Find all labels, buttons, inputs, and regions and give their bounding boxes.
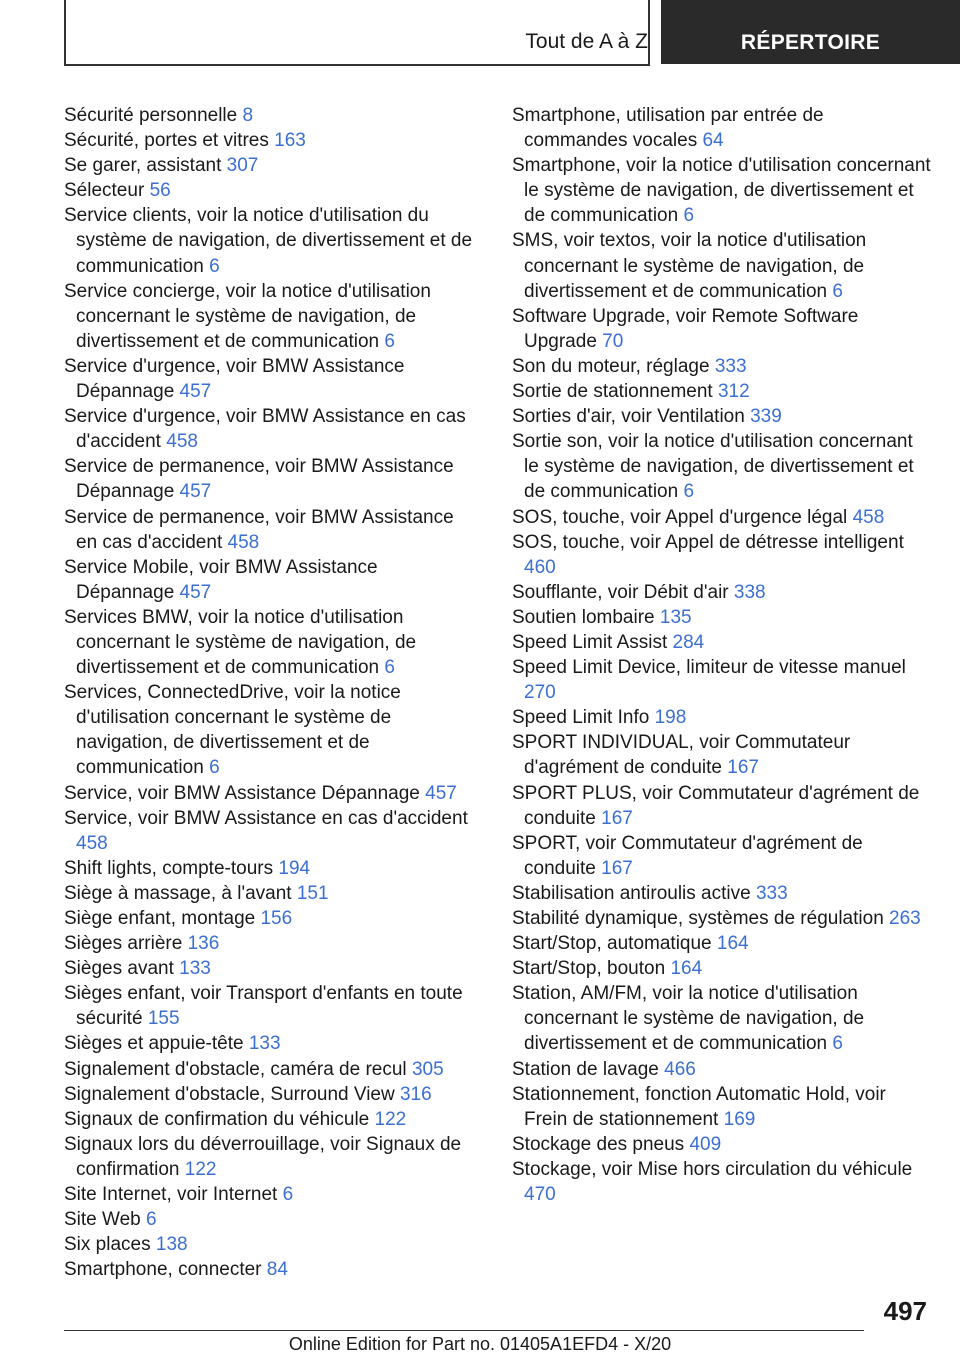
index-page-link[interactable]: 312 <box>717 381 750 403</box>
index-column-right <box>512 103 932 1207</box>
index-page-link[interactable]: 6 <box>832 1033 843 1055</box>
index-entry <box>64 203 480 278</box>
index-entry <box>512 1157 932 1207</box>
index-page-link[interactable]: 457 <box>179 381 212 403</box>
index-entry <box>512 605 932 630</box>
index-entry-text: Station de lavage <box>512 1058 659 1080</box>
index-entry <box>512 228 932 303</box>
index-entry <box>512 530 932 580</box>
index-entry-text: Shift lights, compte-tours <box>64 857 274 879</box>
index-page-link[interactable]: 64 <box>702 130 724 152</box>
index-entry <box>512 103 932 153</box>
index-entry <box>64 856 480 881</box>
index-page-link[interactable]: 457 <box>425 782 457 804</box>
index-page-link[interactable]: 167 <box>601 857 633 879</box>
index-entry <box>64 605 480 680</box>
index-page-link[interactable]: 458 <box>852 506 885 528</box>
index-entry-text: Service d'urgence, voir BMW Assistance Dépannage <box>64 355 405 403</box>
index-entry-text: Service, voir BMW Assistance en cas d'accident <box>64 807 468 829</box>
index-page-link[interactable]: 122 <box>184 1158 217 1180</box>
index-page-link[interactable]: 270 <box>524 682 556 704</box>
index-entry <box>64 103 480 128</box>
index-entry-text: Service clients, voir la notice d'utilisation du système de navigation, de divertissement et de communication <box>64 205 473 277</box>
index-entry-text: Siège à massage, à l'avant <box>64 882 292 904</box>
index-entry-text: Service de permanence, voir BMW Assistance Dépannage <box>64 456 454 503</box>
index-entry <box>64 881 480 906</box>
index-entry-text: Sécurité, portes et vitres <box>64 130 269 152</box>
index-entry <box>64 454 480 504</box>
index-entry-text: Sorties d'air, voir Ventilation <box>512 406 745 428</box>
index-entry-text: Site Web <box>64 1209 141 1231</box>
index-entry <box>512 956 932 981</box>
index-entry-text: Service concierge, voir la notice d'utilisation concernant le système de navigation, de divertissement et de communication <box>64 280 431 352</box>
index-page-link[interactable]: 333 <box>755 882 788 904</box>
index-entry <box>512 153 932 228</box>
index-page-link[interactable]: 169 <box>723 1108 756 1130</box>
index-page-link[interactable]: 339 <box>750 406 782 428</box>
index-page-link[interactable]: 307 <box>226 155 259 177</box>
index-entry <box>512 580 932 605</box>
header-left-rule <box>64 0 66 64</box>
index-entry <box>512 505 932 530</box>
index-entry <box>512 630 932 655</box>
index-page-link[interactable]: 8 <box>242 105 254 126</box>
index-entry <box>512 379 932 404</box>
index-page-link[interactable]: 138 <box>155 1234 188 1256</box>
index-page-link[interactable]: 6 <box>209 255 220 277</box>
index-entry-text: Sortie de stationnement <box>512 381 713 403</box>
index-entry <box>512 354 932 379</box>
index-entry <box>64 1057 480 1082</box>
index-entry-text: SPORT PLUS, voir Commutateur d'agrément de conduite <box>512 782 920 829</box>
index-page-link[interactable]: 155 <box>147 1008 180 1030</box>
index-entry-text: Sièges arrière <box>64 933 183 955</box>
index-entry-text: Sièges et appuie-tête <box>64 1033 244 1055</box>
index-entry-text: SPORT INDIVIDUAL, voir Commutateur d'agrément de conduite <box>512 732 851 779</box>
index-entry-text: Service d'urgence, voir BMW Assistance en cas d'accident <box>64 406 466 453</box>
index-entry <box>64 1132 480 1182</box>
chapter-tab[interactable] <box>661 0 960 64</box>
index-page-link[interactable]: 6 <box>384 657 395 679</box>
index-entry-text: Station, AM/FM, voir la notice d'utilisation concernant le système de navigation, de divertissement et de communication <box>512 983 865 1055</box>
index-entry-text: Soufflante, voir Débit d'air <box>512 581 729 603</box>
index-entry <box>64 1257 480 1282</box>
index-page-link[interactable]: 122 <box>374 1108 407 1130</box>
index-entry-text: Signalement d'obstacle, Surround View <box>64 1083 395 1105</box>
index-entry <box>64 1107 480 1132</box>
index-page-link[interactable]: 6 <box>683 481 695 503</box>
index-page-link[interactable]: 470 <box>524 1184 556 1206</box>
index-page-link[interactable]: 70 <box>602 330 624 352</box>
index-entry <box>64 505 480 555</box>
index-entry-text: Se garer, assistant <box>64 155 222 177</box>
index-entry-text: Site Internet, voir Internet <box>64 1184 278 1206</box>
index-entry <box>64 404 480 454</box>
index-page-link[interactable]: 163 <box>274 130 306 152</box>
index-page-link[interactable]: 316 <box>399 1083 432 1105</box>
index-entry <box>64 1031 480 1056</box>
index-entry <box>64 153 480 178</box>
index-entry-text: Service Mobile, voir BMW Assistance Dépannage <box>64 556 378 603</box>
index-entry <box>64 931 480 956</box>
index-entry <box>64 178 480 203</box>
index-page-link[interactable]: 133 <box>179 958 211 980</box>
index-entry <box>512 1132 932 1157</box>
index-entry-text: Smartphone, utilisation par entrée de commandes vocales <box>512 105 824 152</box>
index-entry <box>512 881 932 906</box>
index-page-link[interactable]: 167 <box>601 807 633 829</box>
index-entry-text: Signaux lors du déverrouillage, voir Signaux de confirmation <box>64 1133 462 1180</box>
index-entry <box>512 781 932 831</box>
index-entry <box>64 806 480 856</box>
index-entry-text: Service de permanence, voir BMW Assistance en cas d'accident <box>64 506 454 553</box>
header-separator <box>648 0 650 64</box>
index-entry-text: Sélecteur <box>64 180 145 202</box>
index-page-link[interactable]: 6 <box>209 757 220 779</box>
index-entry-text: Soutien lombaire <box>512 606 655 628</box>
index-entry <box>64 354 480 404</box>
index-entry-text: Smartphone, voir la notice d'utilisation concernant le système de navigation, de divertissement et de communication <box>512 155 931 227</box>
index-page-link[interactable]: 6 <box>282 1184 294 1206</box>
index-entry-text: Software Upgrade, voir Remote Software Upgrade <box>512 305 859 352</box>
index-entry <box>512 981 932 1056</box>
section-title: Tout de A à Z <box>525 30 648 53</box>
index-page-link[interactable]: 6 <box>832 280 843 302</box>
index-page-link[interactable]: 284 <box>672 631 705 653</box>
index-entry-text: Speed Limit Info <box>512 707 650 729</box>
footer-edition: Online Edition for Part no. 01405A1EFD4 - X/20 <box>288 1334 672 1354</box>
index-entry <box>64 279 480 354</box>
index-page-link[interactable]: 167 <box>727 757 759 779</box>
index-entry-text: Services BMW, voir la notice d'utilisation concernant le système de navigation, de divertissement et de communication <box>64 606 417 679</box>
index-entry <box>512 831 932 881</box>
index-page-link[interactable]: 198 <box>654 707 687 729</box>
index-entry <box>64 956 480 981</box>
index-entry-text: Six places <box>64 1234 151 1256</box>
index-entry <box>64 1207 480 1232</box>
index-entry <box>512 1082 932 1132</box>
index-entry-text: Stabilité dynamique, systèmes de régulation <box>512 908 884 929</box>
index-entry <box>64 555 480 605</box>
index-page-link[interactable]: 458 <box>76 832 108 854</box>
index-entry-text: Stabilisation antiroulis active <box>512 882 751 904</box>
index-entry-text: SPORT, voir Commutateur d'agrément de conduite <box>512 832 863 879</box>
index-page-link[interactable]: 457 <box>179 581 212 603</box>
index-page-link[interactable]: 164 <box>670 958 703 980</box>
index-page-link[interactable]: 338 <box>733 581 766 603</box>
index-page-link[interactable]: 263 <box>889 908 921 929</box>
index-entry-text: Sièges enfant, voir Transport d'enfants en toute sécurité <box>64 983 463 1030</box>
index-entry <box>512 429 932 504</box>
index-entry-text: Stockage des pneus <box>512 1133 685 1155</box>
index-page-link[interactable]: 136 <box>187 933 220 955</box>
index-page-link[interactable]: 164 <box>716 933 749 955</box>
index-page-link[interactable]: 6 <box>146 1209 157 1231</box>
index-entry <box>64 1232 480 1257</box>
header-bottom-rule <box>64 64 650 66</box>
index-entry-text: SMS, voir textos, voir la notice d'utilisation concernant le système de navigation, de divertissement et de communication <box>512 230 867 302</box>
index-page-link[interactable]: 151 <box>296 882 329 904</box>
index-entry-text: Start/Stop, bouton <box>512 958 666 980</box>
index-entry-text: Service, voir BMW Assistance Dépannage <box>64 782 420 804</box>
index-entry-text: Sièges avant <box>64 958 174 980</box>
index-entry-text: Son du moteur, réglage <box>512 355 710 377</box>
index-page-link[interactable]: 460 <box>524 556 556 578</box>
index-entry-text: Signalement d'obstacle, caméra de recul <box>64 1058 407 1080</box>
index-entry <box>512 730 932 780</box>
chapter-tab-label: RÉPERTOIRE <box>740 31 881 54</box>
index-entry-text: Sécurité personnelle <box>64 105 238 126</box>
index-entry-text: Speed Limit Device, limiteur de vitesse manuel <box>512 657 906 679</box>
index-entry-text: Signaux de confirmation du véhicule <box>64 1108 370 1130</box>
index-entry-text: Services, ConnectedDrive, voir la notice d'utilisation concernant le système de navigation, de divertissement et de communication <box>64 682 401 779</box>
index-entry <box>64 906 480 931</box>
index-entry-text: Stockage, voir Mise hors circulation du véhicule <box>512 1158 913 1180</box>
index-entry-text: Stationnement, fonction Automatic Hold, voir Frein de stationnement <box>512 1083 886 1130</box>
index-entry <box>64 981 480 1031</box>
index-page-link[interactable]: 333 <box>714 355 747 377</box>
index-entry <box>512 404 932 429</box>
index-entry <box>512 1057 932 1082</box>
index-entry-text: Siège enfant, montage <box>64 908 256 929</box>
page-header <box>0 0 960 66</box>
index-entry <box>512 906 932 931</box>
index-entry <box>64 1182 480 1207</box>
footer-rule <box>64 1330 864 1331</box>
index-entry-text: SOS, touche, voir Appel de détresse intelligent <box>512 531 904 553</box>
index-page-link[interactable]: 135 <box>659 606 692 628</box>
index-entry-text: Speed Limit Assist <box>512 631 668 653</box>
index-entry <box>64 781 480 806</box>
index-entry <box>512 655 932 705</box>
index-page-link[interactable]: 156 <box>260 908 293 929</box>
index-entry-text: SOS, touche, voir Appel d'urgence légal <box>512 506 848 528</box>
index-page-link[interactable]: 457 <box>179 481 212 503</box>
index-page-link[interactable]: 6 <box>683 205 695 227</box>
index-entry-text: Smartphone, connecter <box>64 1259 262 1281</box>
index-entry <box>64 1082 480 1107</box>
index-page-link[interactable]: 458 <box>227 531 260 553</box>
index-entry <box>64 680 480 780</box>
index-column-left <box>64 103 480 1282</box>
index-page-link[interactable]: 305 <box>411 1058 444 1080</box>
index-page-link[interactable]: 133 <box>248 1033 281 1055</box>
index-page-link[interactable]: 84 <box>266 1259 288 1281</box>
index-entry <box>512 931 932 956</box>
index-page-link[interactable]: 56 <box>149 180 171 202</box>
index-entry-text: Start/Stop, automatique <box>512 933 712 955</box>
index-page-link[interactable]: 409 <box>689 1133 722 1155</box>
index-page-link[interactable]: 466 <box>664 1058 696 1080</box>
index-entry <box>512 304 932 354</box>
index-entry <box>512 705 932 730</box>
index-entry <box>64 128 480 153</box>
index-page-link[interactable]: 194 <box>278 857 311 879</box>
index-entry-text: Sortie son, voir la notice d'utilisation concernant le système de navigation, de divertissement et de communication <box>512 431 914 503</box>
index-page-link[interactable]: 458 <box>166 431 198 453</box>
index-page-link[interactable]: 6 <box>384 330 395 352</box>
page-number: 497 <box>883 1296 927 1326</box>
